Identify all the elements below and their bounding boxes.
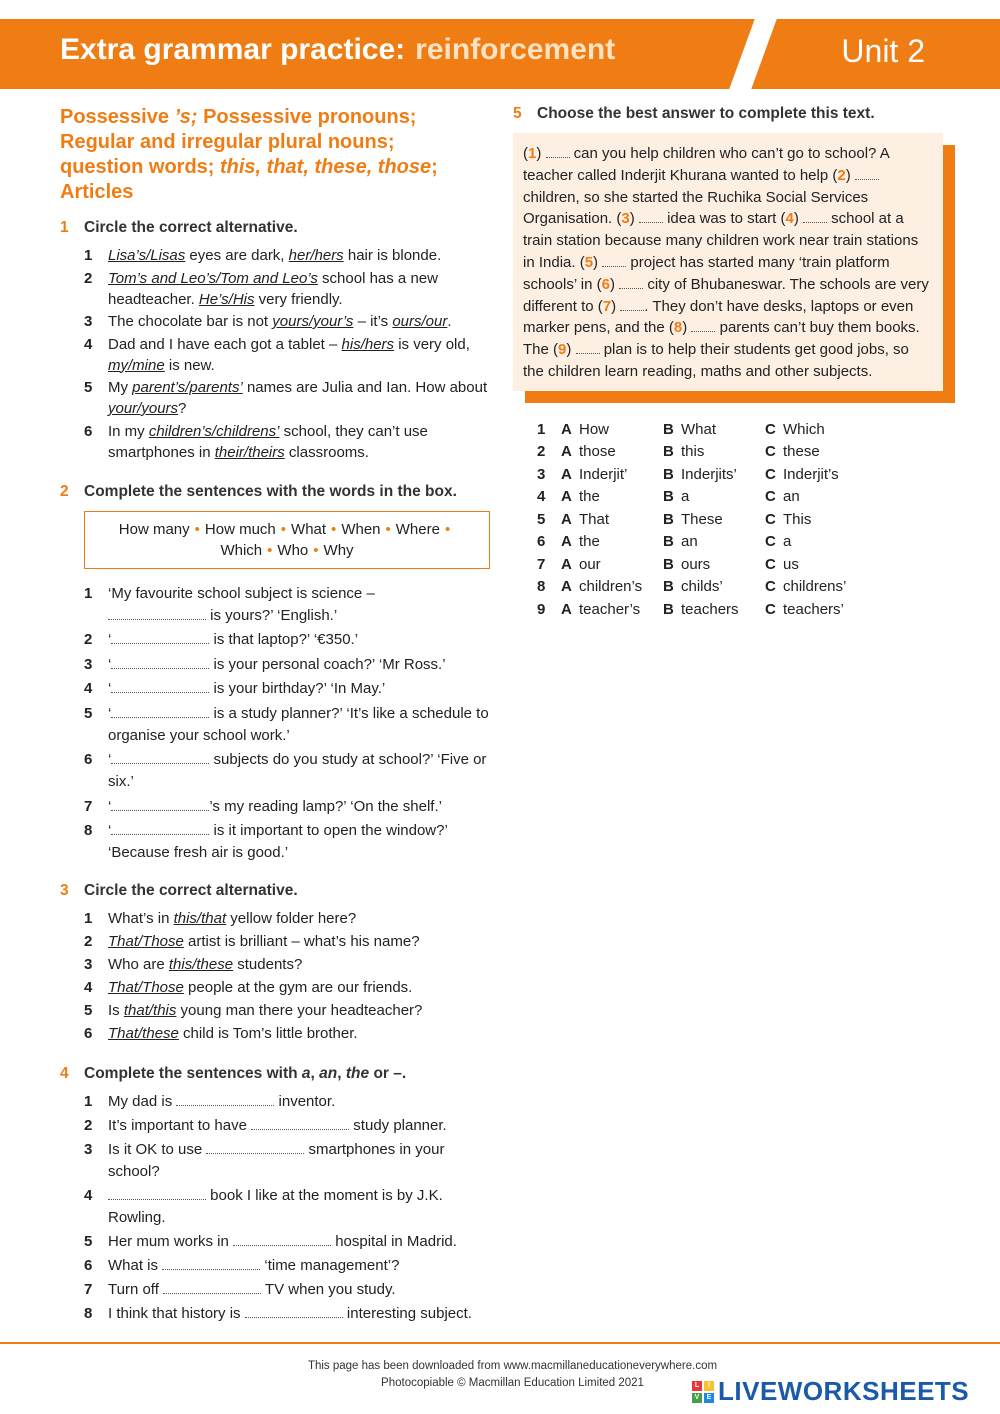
- choice-option[interactable]: That/Those: [108, 933, 184, 950]
- option-c[interactable]: C these: [765, 443, 820, 461]
- choice-option[interactable]: her/hers: [288, 247, 344, 264]
- list-item: 6 That/these child is Tom’s little brother.: [84, 1025, 358, 1042]
- option-c[interactable]: C This: [765, 510, 812, 528]
- option-b[interactable]: B childs’: [663, 578, 723, 596]
- choice-row: 4 A the B a C an: [537, 486, 943, 509]
- answer-blank[interactable]: [176, 1094, 274, 1106]
- choice-row: 9 A teacher’s B teachers C teachers’: [537, 599, 943, 622]
- option-a[interactable]: A Inderjit’: [561, 465, 628, 483]
- liveworksheets-wordmark: LIVEWORKSHEETS: [718, 1376, 970, 1406]
- list-item: 2 That/Those artist is brilliant – what’s his name?: [84, 933, 420, 950]
- list-item: 6 In my children’s/childrens’ school, they can’t use smartphones in their/theirs classrooms.: [84, 422, 428, 461]
- page-title: Extra grammar practice: reinforcement: [60, 33, 616, 66]
- option-b[interactable]: B teachers: [663, 600, 739, 618]
- footer-copyright: Photocopiable © Macmillan Education Limited 2021: [381, 1377, 644, 1389]
- option-b[interactable]: B an: [663, 533, 698, 551]
- list-item: 4 That/Those people at the gym are our friends.: [84, 979, 413, 996]
- list-item: 2 ‘ is that laptop?’ ‘€350.’: [84, 631, 359, 648]
- gap-blank[interactable]: [602, 255, 626, 267]
- answer-blank[interactable]: [111, 752, 209, 764]
- gap-blank[interactable]: [619, 277, 643, 289]
- choice-option[interactable]: ours/our: [392, 313, 448, 330]
- choice-option[interactable]: this/these: [168, 956, 234, 973]
- answer-blank[interactable]: [108, 1188, 206, 1200]
- answer-blank[interactable]: [108, 608, 206, 620]
- answer-blank[interactable]: [206, 1142, 304, 1154]
- list-item: 3 The chocolate bar is not yours/your’s – it’s ours/our.: [84, 313, 452, 330]
- choice-option[interactable]: That/Those: [108, 979, 184, 996]
- list-item: 2 It’s important to have study planner.: [84, 1116, 447, 1134]
- answer-blank[interactable]: [111, 706, 209, 718]
- option-a[interactable]: A That: [561, 510, 610, 528]
- option-b[interactable]: B These: [663, 510, 723, 528]
- choice-option[interactable]: this/that: [173, 910, 227, 927]
- list-item: 1 My dad is inventor.: [84, 1092, 336, 1110]
- exercise-4-list: [60, 1091, 490, 1325]
- gap-blank[interactable]: [576, 342, 600, 354]
- choice-option[interactable]: children’s/childrens’: [148, 422, 280, 440]
- list-item: 8 I think that history is interesting subject.: [84, 1304, 472, 1322]
- gap-blank[interactable]: [546, 146, 570, 158]
- list-item: 6 ‘ subjects do you study at school?’ ‘Five or six.’: [84, 751, 487, 790]
- list-item: 1 Lisa’s/Lisas eyes are dark, her/hers hair is blonde.: [84, 247, 442, 264]
- gap-blank[interactable]: [691, 320, 715, 332]
- reading-text: (1) can you help children who can’t go to school? A teacher called Inderjit Khurana wanted to help (2) children, so she started the Ruchika Social Services Organisation. (3) idea was to start (4) school at a train station because many children work near train stations in India. (5) project has started many ‘train platform schools’ in (6) city of Bhubaneswar. The schools are very different to (7) . They don’t have desks, laptops or even marker pens, and the (8) parents can’t buy them books. The (9) plan is to help their students get good jobs, so the children learn reading, maths and other subjects.: [513, 133, 943, 391]
- option-a[interactable]: A our: [561, 555, 601, 573]
- exercise-2-list: [60, 583, 490, 865]
- liveworksheets-logo[interactable]: [692, 1376, 969, 1407]
- choice-option[interactable]: his/hers: [341, 335, 395, 353]
- list-item: 2 Tom’s and Leo’s/Tom and Leo’s school has a new headteacher. He’s/His very friendly.: [84, 269, 438, 308]
- option-b[interactable]: B this: [663, 443, 705, 461]
- option-c[interactable]: C childrens’: [765, 578, 847, 596]
- right-column: [513, 105, 943, 621]
- list-item: 4 Dad and I have each got a tablet – his/hers is very old, my/mine is new.: [84, 335, 470, 374]
- answer-blank[interactable]: [163, 1282, 261, 1294]
- option-a[interactable]: A those: [561, 443, 616, 461]
- choice-row: 1 A How B What C Which: [537, 419, 943, 442]
- gap-blank[interactable]: [803, 211, 827, 223]
- answer-blank[interactable]: [162, 1258, 260, 1270]
- option-c[interactable]: C Inderjit’s: [765, 465, 839, 483]
- option-b[interactable]: B ours: [663, 555, 711, 573]
- option-a[interactable]: A teacher’s: [561, 600, 641, 618]
- choice-option[interactable]: That/these: [108, 1025, 179, 1042]
- option-b[interactable]: B What: [663, 420, 717, 438]
- choice-option[interactable]: their/theirs: [214, 443, 285, 461]
- choice-option[interactable]: my/mine: [108, 356, 165, 374]
- option-a[interactable]: A How: [561, 420, 610, 438]
- list-item: 5 ‘ is a study planner?’ ‘It’s like a schedule to organise your school work.’: [84, 704, 489, 744]
- list-item: 8 ‘ is it important to open the window?’ ‘Because fresh air is good.’: [84, 822, 448, 861]
- answer-blank[interactable]: [245, 1306, 343, 1318]
- option-a[interactable]: A the: [561, 488, 600, 506]
- choice-option[interactable]: parent’s/parents’: [132, 379, 243, 396]
- left-column: [60, 105, 490, 1327]
- exercise-3-title: 3 Circle the correct alternative.: [60, 882, 298, 899]
- unit-label: Unit 2: [841, 33, 925, 69]
- list-item: 3 Is it OK to use smartphones in your school?: [84, 1140, 445, 1180]
- footer-divider: [0, 1342, 1000, 1344]
- answer-choices: [537, 419, 943, 622]
- option-c[interactable]: C an: [765, 488, 800, 506]
- list-item: 5 Is that/this young man there your headteacher?: [84, 1002, 423, 1019]
- liveworksheets-grid-icon: L I V E: [692, 1381, 714, 1403]
- gap-blank[interactable]: [620, 299, 644, 311]
- choice-option[interactable]: Lisa’s/Lisas: [108, 247, 186, 264]
- option-c[interactable]: C a: [765, 533, 792, 551]
- banner-divider: [729, 19, 776, 89]
- list-item: 7 ‘ ’s my reading lamp?’ ‘On the shelf.’: [84, 797, 442, 815]
- choice-option[interactable]: He’s/His: [198, 290, 255, 308]
- reading-text-box: [513, 133, 943, 391]
- option-a[interactable]: A children’s: [561, 578, 643, 596]
- answer-blank[interactable]: [111, 632, 209, 644]
- list-item: 1 ‘My favourite school subject is science – is yours?’ ‘English.’: [84, 584, 375, 624]
- footer-download-note: This page has been downloaded from www.macmillaneducationeverywhere.com: [307, 1360, 718, 1372]
- choice-row: 3 A Inderjit’ B Inderjits’ C Inderjit’s: [537, 464, 943, 487]
- answer-blank[interactable]: [233, 1234, 331, 1246]
- option-c[interactable]: C us: [765, 555, 799, 573]
- option-b[interactable]: B Inderjits’: [663, 465, 737, 483]
- list-item: 6 What is ‘time management’?: [84, 1256, 400, 1274]
- option-a[interactable]: A the: [561, 533, 600, 551]
- word-box: How many • How much • What • When • Where • Which • Who • Why: [84, 511, 490, 569]
- exercise-3-list: [60, 908, 490, 1045]
- list-item: 5 Her mum works in hospital in Madrid.: [84, 1232, 457, 1250]
- list-item: 4 book I like at the moment is by J.K. Rowling.: [84, 1186, 443, 1226]
- choice-row: 5 A That B These C This: [537, 509, 943, 532]
- list-item: 7 Turn off TV when you study.: [84, 1280, 396, 1298]
- choice-row: 7 A our B ours C us: [537, 554, 943, 577]
- list-item: 1 What’s in this/that yellow folder here?: [84, 910, 357, 927]
- option-c[interactable]: C Which: [765, 420, 825, 438]
- answer-blank[interactable]: [111, 657, 209, 669]
- choice-row: 6 A the B an C a: [537, 531, 943, 554]
- list-item: 3 Who are this/these students?: [84, 956, 303, 973]
- page-subtitle: reinforcement: [415, 33, 616, 66]
- answer-blank[interactable]: [111, 799, 209, 811]
- answer-blank[interactable]: [251, 1118, 349, 1130]
- section-heading: Possessive ’s; Possessive pronouns; Regular and irregular plural nouns; question words; this, that, these, those; Articles: [60, 106, 438, 203]
- list-item: 4 ‘ is your birthday?’ ‘In May.’: [84, 680, 386, 697]
- option-c[interactable]: C teachers’: [765, 600, 844, 618]
- exercise-1-list: [60, 245, 490, 463]
- exercise-1-title: 1 Circle the correct alternative.: [60, 219, 298, 236]
- exercise-5-title: 5 Choose the best answer to complete this text.: [513, 105, 875, 122]
- option-b[interactable]: B a: [663, 488, 690, 506]
- exercise-4-title: 4 Complete the sentences with a, an, the or –.: [60, 1064, 407, 1082]
- list-item: 5 My parent’s/parents’ names are Julia and Ian. How about your/yours?: [84, 379, 488, 417]
- gap-blank[interactable]: [639, 211, 663, 223]
- list-item: 3 ‘ is your personal coach?’ ‘Mr Ross.’: [84, 655, 446, 673]
- choice-option[interactable]: that/this: [123, 1002, 177, 1019]
- choice-option[interactable]: your/yours: [108, 400, 179, 417]
- answer-blank[interactable]: [111, 681, 209, 693]
- gap-blank[interactable]: [855, 168, 879, 180]
- answer-blank[interactable]: [111, 823, 209, 835]
- choice-option[interactable]: Tom’s and Leo’s/Tom and Leo’s: [108, 269, 318, 287]
- header-banner: [0, 19, 1000, 89]
- choice-row: 2 A those B this C these: [537, 441, 943, 464]
- choice-row: 8 A children’s B childs’ C childrens’: [537, 576, 943, 599]
- choice-option[interactable]: yours/your’s: [272, 313, 354, 330]
- exercise-2-title: 2 Complete the sentences with the words in the box.: [60, 482, 457, 500]
